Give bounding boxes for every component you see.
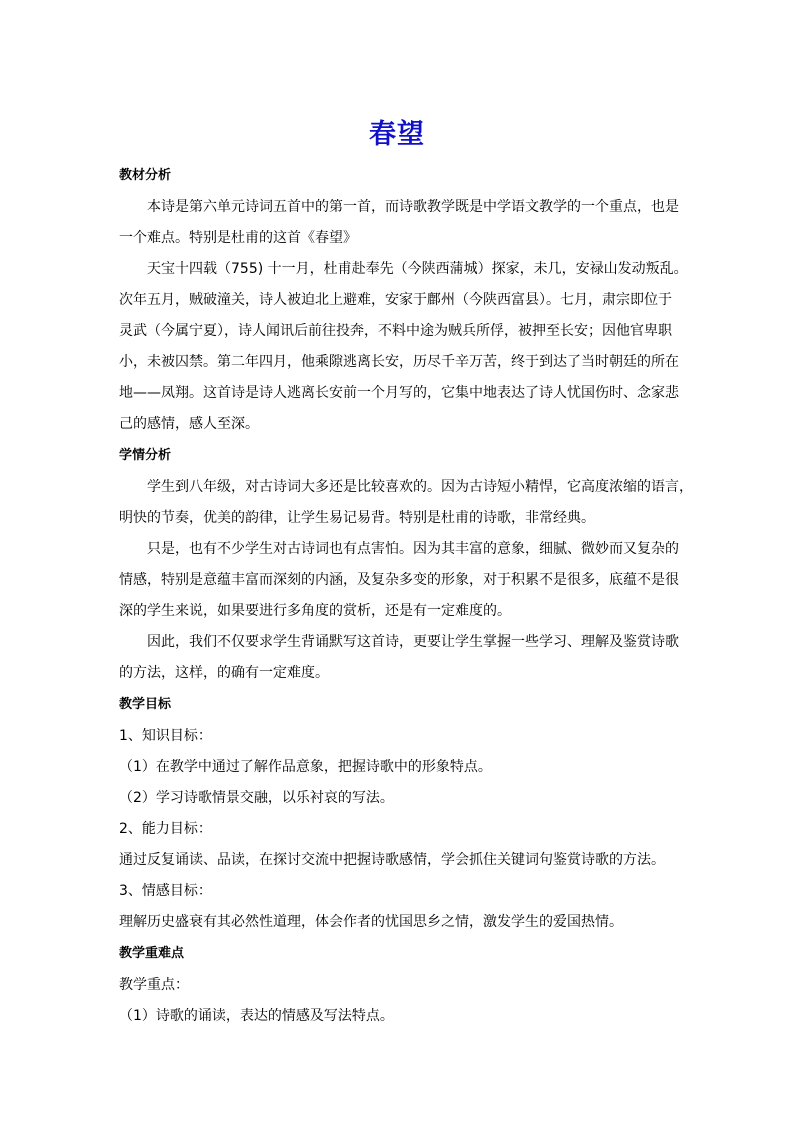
list-item: （1）诗歌的诵读，表达的情感及写法特点。 bbox=[119, 1008, 394, 1024]
paragraph-line: 天宝十四载（755) 十一月，杜甫赴奉先（今陕西蒲城）探家，未几，安禄山发动叛乱。 bbox=[147, 261, 688, 277]
paragraph-line: 只是，也有不少学生对古诗词也有点害怕。因为其丰富的意象，细腻、微妙而又复杂的 bbox=[147, 541, 679, 557]
page-title: 春望 bbox=[369, 119, 425, 150]
paragraph-line: 理解历史盛衰有其必然性道理，体会作者的忧国思乡之情，激发学生的爱国热情。 bbox=[119, 914, 623, 930]
paragraph-line: 地——凤翔。这首诗是诗人逃离长安前一个月写的，它集中地表达了诗人忧国伤时、念家悲 bbox=[119, 385, 679, 401]
paragraph-line: 的方法，这样，的确有一定难度。 bbox=[119, 665, 329, 681]
paragraph-line: 情感，特别是意蕴丰富而深刻的内涵，及复杂多变的形象，对于积累不是很多，底蕴不是很 bbox=[119, 572, 679, 588]
paragraph-line: 小，未被囚禁。第二年四月，他乘隙逃离长安，历尽千辛万苦，终于到达了当时朝廷的所在 bbox=[119, 354, 679, 370]
paragraph-line: 教学重点： bbox=[119, 977, 189, 993]
section-heading-teaching-goals: 教学目标 bbox=[119, 697, 172, 712]
list-item: 3、情感目标： bbox=[119, 883, 212, 899]
list-item: （1）在教学中通过了解作品意象，把握诗歌中的形象特点。 bbox=[119, 759, 492, 775]
paragraph-line: 学生到八年级，对古诗词大多还是比较喜欢的。因为古诗短小精悍，它高度浓缩的语言， bbox=[147, 479, 693, 495]
paragraph-line: 次年五月，贼破潼关，诗人被迫北上避难，安家于鄜州（今陕西富县）。七月，肃宗即位于 bbox=[119, 292, 672, 308]
paragraph-line: 一个难点。特别是杜甫的这首《春望》 bbox=[119, 230, 357, 246]
paragraph-line: 通过反复诵读、品读，在探讨交流中把握诗歌感情，学会抓住关键词句鉴赏诗歌的方法。 bbox=[119, 852, 665, 868]
list-item: （2）学习诗歌情景交融，以乐衬哀的写法。 bbox=[119, 790, 394, 806]
paragraph-line: 明快的节奏，优美的韵律，让学生易记易背。特别是杜甫的诗歌，非常经典。 bbox=[119, 510, 595, 526]
paragraph-line: 灵武（今属宁夏），诗人闻讯后前往投奔，不料中途为贼兵所俘，被押至长安；因他官卑职 bbox=[119, 323, 672, 339]
list-item: 2、能力目标： bbox=[119, 821, 212, 837]
paragraph-line: 本诗是第六单元诗词五首中的第一首，而诗歌教学既是中学语文教学的一个重点，也是 bbox=[147, 199, 679, 215]
section-heading-textbook-analysis: 教材分析 bbox=[119, 168, 172, 183]
section-heading-key-points: 教学重难点 bbox=[119, 946, 185, 961]
paragraph-line: 深的学生来说，如果要进行多角度的赏析，还是有一定难度的。 bbox=[119, 603, 511, 619]
list-item: 1、知识目标： bbox=[119, 728, 212, 744]
paragraph-line: 因此，我们不仅要求学生背诵默写这首诗，更要让学生掌握一些学习、理解及鉴赏诗歌 bbox=[147, 634, 679, 650]
paragraph-line: 己的感情，感人至深。 bbox=[119, 416, 259, 432]
section-heading-student-analysis: 学情分析 bbox=[119, 448, 172, 463]
